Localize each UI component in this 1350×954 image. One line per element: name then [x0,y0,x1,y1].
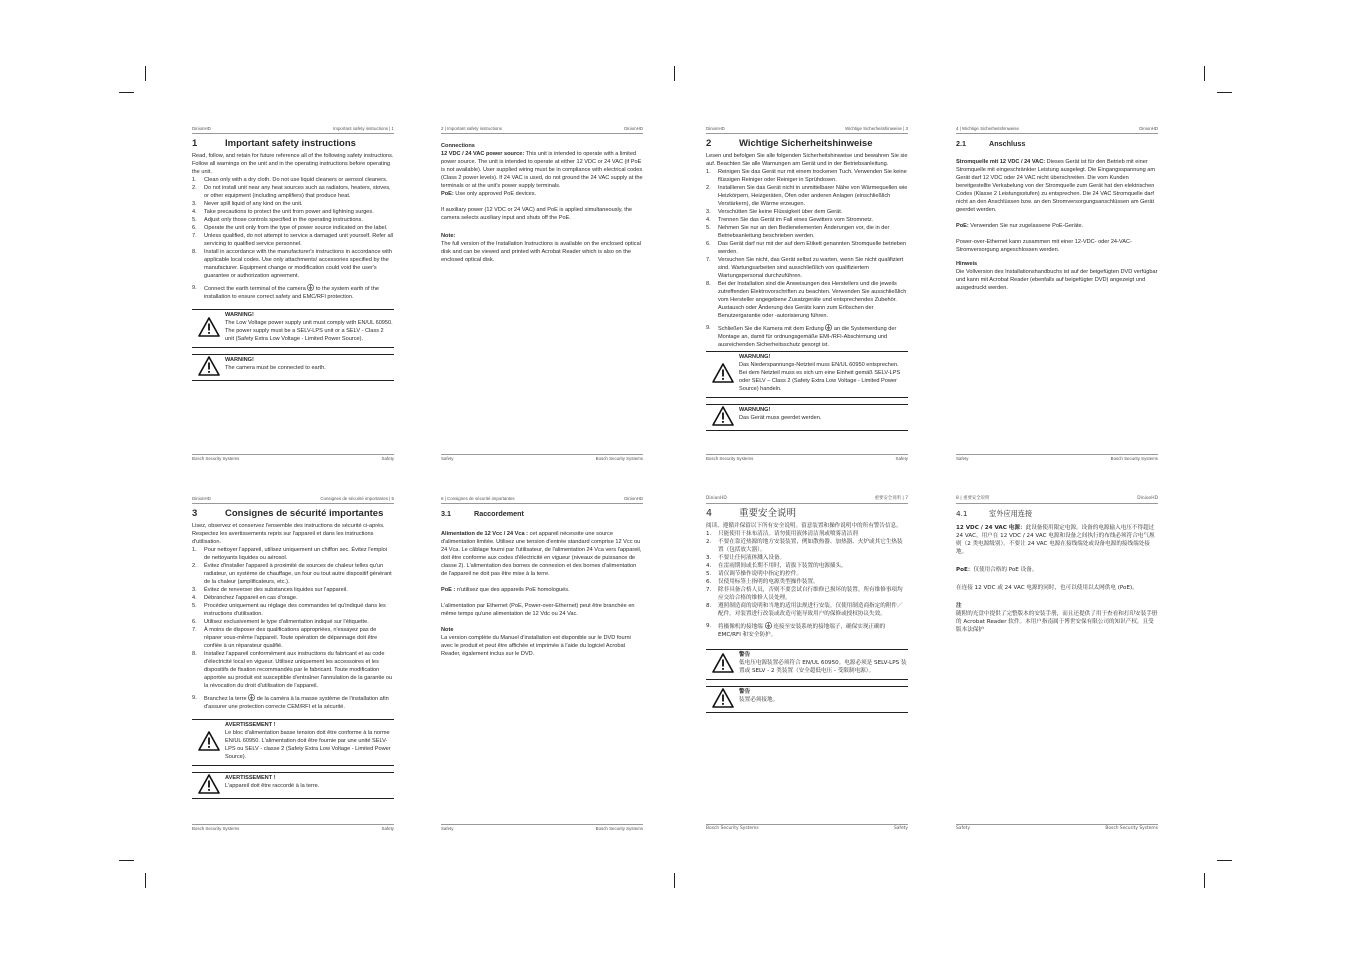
section-heading: 1 Important safety instructions [192,138,356,149]
list-item: 4. 在雷雨期间或长期不用时，请拔下装置的电源插头。 [706,563,847,569]
page-footer: Safety Bosch Security Systems [441,456,643,461]
section-heading: 2.1 Anschluss [956,139,1026,148]
section-heading: 3 Consignes de sécurité importantes [192,508,384,519]
crop-mark [145,873,146,888]
paragraph: PoE : n'utilisez que des appareils PoE homologués. [441,587,570,593]
warning-box [192,354,394,381]
paragraph: Stromquelle mit 12 VDC / 24 VAC: Dieses Gerät ist für den Betrieb mit einer Stromquelle mit eingeschränkter Leistung ausgelegt. Die Eingangsspannung am Gerät darf 12 VDC oder 24 VAC nicht überschreiten. Die vom Kunden bereitgestellte Verkabelung von der Stromquelle zum Gerät hat den elektrischen Codes (Klasse 2 Leistungsstufen) zu entsprechen. Die 24 VAC Stromquelle darf nicht an den Anschlüssen bzw. an den Stromversorgungsanschlüssen am Gerät geerdet werden. [956,159,1156,213]
list-item: 9. Schließen Sie die Kamera mit dem Erdung an die Systemerdung der Montage an, damit für ordnungsgemäße EMI-/RFI-Abschirmung und ausreichenden Sicherheitsschutz gesorgt ist. [706,325,897,348]
page-footer: Bosch Security Systems Safety [706,456,908,461]
note-title: 注 [956,603,962,609]
list-item: 7. Unless qualified, do not attempt to service a damaged unit yourself. Refer all servicing to qualified service personnel. [192,233,394,247]
note-title: Note: [441,233,456,239]
list-item: 6. Operate the unit only from the type of power source indicated on the label. [192,225,388,231]
page-footer: Safety Bosch Security Systems [956,826,1158,831]
page-1 [192,126,394,462]
list-item: 8. Install in accordance with the manufacturer's instructions in accordance with applicable local codes. Use only attachments/ accessories specified by the manufacturer. Equipment change or modification could void the user's guarantee or authorization agreement. [192,249,392,279]
page-footer: Safety Bosch Security Systems [956,456,1158,461]
list-item: 2. Do not install unit near any heat sources such as radiators, heaters, stoves, or other equipment (including amplifiers) that produce heat. [192,185,391,199]
list-item: 4. Take precautions to protect the unit from power and lightning surges. [192,209,374,215]
list-item: 1. Reinigen Sie das Gerät nur mit einem trockenen Tuch. Verwenden Sie keine flüssigen Reiniger oder Reiniger in Sprühdosen. [706,169,907,183]
warning-box: 警告 装置必须接地。 [706,686,908,713]
page-header: DinionHD Wichtige Sicherheitshinweise | 3 [706,126,908,134]
warning-triangle-icon [712,363,734,383]
page-header: 4 | Wichtige Sicherheitshinweise DinionHD [956,126,1158,134]
paragraph: 在连接 12 VDC 或 24 VAC 电源的同时，也可以使用以太网供电 (PoE)。 [956,585,1138,591]
intro-text: Read, follow, and retain for future reference all of the following safety instructions. Follow all warnings on the unit and in the operating instructions before operating the unit. [192,153,394,175]
page-8 [956,496,1158,832]
list-item: 9. 将摄像机的接地端 连接至安装系统的接地端子，确保实现正确的 EMC/RFI 和安全防护。 [706,623,886,638]
page-3 [706,126,908,462]
page-footer: Safety Bosch Security Systems [441,826,643,831]
note-title: Hinweis [956,261,978,267]
page-footer: Bosch Security Systems Safety [192,826,394,831]
crop-mark [145,66,146,81]
instruction-list [706,168,908,349]
paragraph: PoE：仅使用合格的 PoE 设备。 [956,567,1038,573]
intro-text: Lisez, observez et conservez l'ensemble des instructions de sécurité ci-après. Respectez les avertissements repris sur l'appareil et dans les instructions d'utilisation. [192,523,385,545]
header-section: Important safety instructions | 1 [333,126,394,131]
earth-ground-icon [248,694,255,701]
section-heading: 2 Wichtige Sicherheitshinweise [706,138,873,149]
crop-mark [119,92,134,93]
crop-mark [119,860,134,861]
page-header: DinionHD Consignes de sécurité importantes | 5 [192,496,394,504]
note-title: Note [441,627,454,633]
crop-mark [1217,92,1232,93]
warning-text: The camera must be connected to earth. [225,365,326,371]
page-header: 2 | Important safety instructions DinionHD [441,126,643,134]
list-item: 4. Débranchez l'appareil en cas d'orage. [192,595,298,601]
list-item: 5. Procédez uniquement au réglage des commandes tel qu'indiqué dans les instructions d'utilisation. [192,603,386,617]
page-footer: Bosch Security Systems Safety [706,826,908,831]
paragraph: 12 VDC / 24 VAC power source: This unit is intended to operate with a limited power source. The unit is intended to operate at either 12 VDC or 24 VAC (if PoE is not available). User supplied wiring must be in compliance with electrical codes (Class 2 power levels). If 24 VAC is used, do not ground the 24 VAC supply at the terminals or at the unit's power supply terminals. [441,151,643,189]
section-heading: 4 重要安全说明 [706,508,797,519]
warning-title: WARNING! [225,312,254,318]
warning-triangle-icon [712,688,734,708]
warning-box: WARNUNG! Das Gerät muss geerdet werden. [706,404,908,431]
earth-ground-icon [825,324,832,331]
list-item: 2. Installieren Sie das Gerät nicht in unmittelbarer Nähe von Wärmequellen wie Heizkörpern, Heizgeräten, Öfen oder anderen Anlagen (einschließlich Verstärkern), die Wärme erzeugen. [706,185,908,207]
instruction-list [192,546,394,711]
warning-triangle-icon [198,774,220,794]
instruction-list [192,176,394,301]
paragraph: If auxiliary power (12 VDC or 24 VAC) and PoE is applied simultaneously, the camera selects auxiliary input and shuts off the PoE. [441,207,633,221]
page-6 [441,496,643,832]
warning-triangle-icon [712,653,734,673]
list-item: 5. Adjust only those controls specified in the operating instructions. [192,217,363,223]
list-item: 9. Branchez la terre de la caméra à la masse système de l'installation afin d'assurer une protection correcte CEM/RFI et la sécurité. [192,695,389,710]
list-item: 3. Never spill liquid of any kind on the unit. [192,201,303,207]
list-item: 6. 仅使用标签上指明的电源类型操作装置。 [706,579,819,585]
paragraph: Power-over-Ethernet kann zusammen mit einer 12-VDC- oder 24-VAC-Stromversorgung angeschlossen werden. [956,239,1132,253]
warning-triangle-icon [198,731,220,751]
list-item: 1. Pour nettoyer l'appareil, utilisez uniquement un chiffon sec. Évitez l'emploi de nettoyants liquides ou aérosol. [192,547,387,561]
page-5 [192,496,394,832]
warning-box: 警告 低电压电源装置必须符合 EN/UL 60950。电源必须是 SELV-LPS 装置或 SELV - 2 类装置（安全超低电压 - 受限制电源）。 [706,649,908,680]
list-item: 8. Installez l'appareil conformément aux instructions du fabricant et au code d'électricité local en vigueur. Utilisez uniquement les accessoires et les dispositifs de fixation recommandés par le fabricant. Toute modification apportée au produit est susceptible d'entraîner l'annulation de la garantie ou la révocation du droit d'utilisation de l'appareil. [192,651,393,689]
warning-triangle-icon [712,406,734,426]
section-heading: 4.1 室外应用连接 [956,509,1033,518]
paragraph: L'alimentation par Ethernet (PoE, Power-over-Ethernet) peut être branchée en même temps qu'une alimentation de 12 Vdc ou 24 Vac. [441,603,635,617]
note-text: La version complète du Manuel d'installation est disponible sur le DVD fourni avec le produit et peut être affichée et imprimée à l'aide du logiciel Acrobat Reader, également inclus sur le DVD. [441,635,631,657]
list-item: 4. Trennen Sie das Gerät im Fall eines Gewitters vom Stromnetz. [706,217,874,223]
subheading: Connections [441,143,475,149]
page-header: DinionHD 重要安全说明 | 7 [706,496,908,504]
page-header [192,126,394,134]
list-item: 6. Das Gerät darf nur mit der auf dem Etikett genannten Stromquelle betrieben werden. [706,241,907,255]
paragraph: PoE: Verwenden Sie nur zugelassene PoE-Geräte. [956,223,1084,229]
list-item: 7. Versuchen Sie nicht, das Gerät selbst zu warten, wenn Sie nicht qualifiziert sind. Wartungsarbeiten sind ausschließlich von qualifiziertem Wartungspersonal durchzuführen. [706,257,904,279]
warning-triangle-icon [198,317,220,337]
crop-mark [674,66,675,81]
list-item: 1. Clean only with a dry cloth. Do not use liquid cleaners or aerosol cleaners. [192,177,388,183]
list-item: 2. 不要在靠近热源的地方安装装置，例如散热器、加热器、火炉或其它生热装置（包括放大器）。 [706,539,903,553]
note-text: Die Vollversion des Installationshandbuchs ist auf der beigefügten DVD verfügbar und kann mit Acrobat Reader (ebenfalls auf beigefügter DVD) angezeigt und ausgedruckt werden. [956,269,1158,291]
page-footer: Bosch Security Systems Safety [192,456,394,461]
section-heading: 3.1 Raccordement [441,509,524,518]
list-item: 5. 请仅调节操作说明中指定的控件。 [706,571,802,577]
page-header: 8 | 重要安全说明 DinionHD [956,496,1158,504]
list-item: 1. 只能使用干抹布清洁。请勿使用液体清洁剂或喷雾清洁剂 [706,531,858,537]
crop-mark [1217,860,1232,861]
list-item: 7. À moins de disposer des qualifications appropriées, n'essayez pas de réparer vous-même l'appareil. Toute opération de dépannage doit être confiée à un réparateur qualifié. [192,627,378,649]
list-item: 7. 除非具备合格人员，否则不要尝试自行维修已损坏的装置。所有维修事项均应交给合格的维修人员处理。 [706,587,903,601]
list-item: 5. Nehmen Sie nur an den Bedienelementen Änderungen vor, die in der Betriebsanleitung beschrieben werden. [706,225,890,239]
list-item: 3. Verschütten Sie keine Flüssigkeit über dem Gerät. [706,209,843,215]
warning-triangle-icon [198,356,220,376]
page-7 [706,496,908,832]
list-item: 8. 遵照制造商的说明和当地的适用法规进行安装。仅使用制造商指定的附件／配件。对装置进行改装或改造可能导致用户的保修或授权协议失效。 [706,603,903,617]
intro-text: 阅读、遵循并保留以下所有安全说明。留意装置和操作说明中的所有警告信息。 [706,523,902,529]
warning-text: The Low Voltage power supply unit must comply with EN/UL 60950. The power supply must be a SELV-LPS unit or a SELV - Class 2 unit (Safety Extra Low Voltage - Limited Power Source). [225,320,393,342]
page-2 [441,126,643,462]
list-item: 9. Connect the earth terminal of the camera to the system earth of the installation to ensure correct safety and EMC/RFI protection. [192,285,379,300]
crop-mark [674,873,675,888]
warning-box: AVERTISSEMENT ! Le bloc d'alimentation basse tension doit être conforme à la norme EN/UL 60950. L'alimentation doit être fournie par une unité SELV-LPS ou SELV - classe 2 (Safety Extra Low Voltage - Limited Power Source). [192,719,394,766]
crop-mark [1204,66,1205,81]
note-text: The full version of the Installation Instructions is available on the enclosed optical disk and can be viewed and printed with Acrobat Reader which is also on the enclosed optical disk. [441,241,641,263]
list-item: 2. Évitez d'installer l'appareil à proximité de sources de chaleur telles qu'un radiateur, un système de chauffage, un four ou tout autre dispositif générant de la chaleur (amplificateurs, etc.). [192,563,392,585]
instruction-list [706,530,908,639]
earth-ground-icon [307,284,314,291]
paragraph: PoE: Use only approved PoE devices. [441,191,537,197]
paragraph: 12 VDC / 24 VAC 电源：此设备使用限定电源。设备的电源输入电压不得超过 24 VAC。用户在 12 VDC / 24 VAC 电源和设备之间执行的布线必须符合电气规则（2 类电源级别）。不要让 24 VAC 电源在接线端处或设备电源的接线端处接地。 [956,525,1155,555]
list-item: 3. Évitez de renverser des substances liquides sur l'appareil. [192,587,348,593]
crop-mark [1204,873,1205,888]
warning-title: WARNING! [225,357,254,363]
list-item: 8. Bei der Installation sind die Anweisungen des Herstellers und die jeweils zutreffenden Elektrovorschriften zu beachten. Verwenden Sie ausschließlich vom Hersteller angegebene Zusatzgeräte und entsprechendes Zubehör. Austausch oder Änderung des Geräts kann zum Erlöschen der Benutzergarantie oder -autorisierung führen. [706,281,907,319]
warning-box [192,309,394,348]
intro-text: Lesen und befolgen Sie alle folgenden Sicherheitshinweise und bewahren Sie sie auf. Beachten Sie alle Warnungen am Gerät und in der Betriebsanleitung. [706,153,908,167]
header-product: DinionHD [192,126,211,131]
page-header: 6 | Consignes de sécurité importantes DinionHD [441,496,643,504]
page-4 [956,126,1158,462]
earth-ground-icon [765,622,772,629]
warning-box: WARNUNG! Das Niederspannungs-Netzteil muss EN/UL 60950 entsprechen. Bei dem Netzteil muss es sich um eine Einheit gemäß SELV-LPS oder SELV – Class 2 (Safety Extra Low Voltage - Limited Power Source) handeln. [706,351,908,398]
paragraph: Alimentation de 12 Vcc / 24 Vca : cet appareil nécessite une source d'alimentation limitée. Utilisez une tension d'entrée standard comprise 12 Vcc ou 24 Vca. Le câblage fourni par l'utilisateur, de l'alimentation 24 Vca vers l'appareil, doit être conforme aux codes d'électricité en vigueur (niveaux de puissance de classe 2). L'alimentation des bornes de connexion et des bornes d'alimentation de l'appareil ne doit pas être mise à la terre. [441,531,642,577]
list-item: 6. Utilisez exclusivement le type d'alimentation indiqué sur l'étiquette. [192,619,369,625]
note-text: 随附的光盘中提供了完整版本的安装手册，而且还提供了用于查看和打印安装手册的 Acrobat Reader 软件。本用户指南属于博世安保有限公司的知识产权，且受版本法保护 [956,611,1158,633]
warning-box: AVERTISSEMENT ! L'appareil doit être raccordé à la terre. [192,772,394,799]
list-item: 3. 不要让任何液体溅入设备。 [706,555,786,561]
